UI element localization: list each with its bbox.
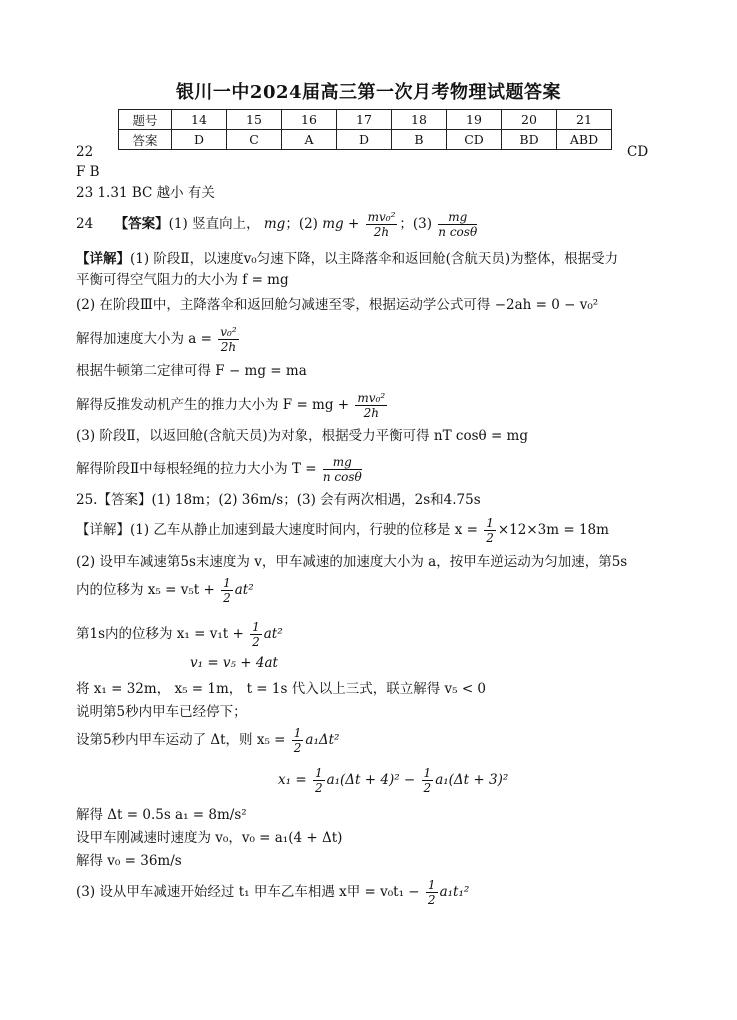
fraction: $\frac{1}{2}$ xyxy=(223,576,231,605)
fraction: $\frac{1}{2}$ xyxy=(293,726,302,755)
q24-ans3: ；(3) xyxy=(399,216,432,232)
table-cell: 17 xyxy=(337,110,392,130)
table-cell: 16 xyxy=(282,110,337,130)
fraction: $\frac{mg}{\text{n cosθ}}$ xyxy=(438,210,478,239)
q22-number: 22 xyxy=(76,144,94,160)
table-row-answers xyxy=(119,130,612,150)
q24-detail-1a: 【详解】(1) 阶段Ⅱ，以速度v₀匀速下降，以主降落伞和返回舱(含航天员)为整体，根据受力 xyxy=(76,251,619,267)
table-cell: 14 xyxy=(172,110,227,130)
q25-answer-line: 25.【答案】(1) 18m；(2) 36m/s；(3) 会有两次相遇，2s和4.75s xyxy=(76,492,481,508)
q25-detail-2j: 设甲车刚减速时速度为 v₀，v₀ = a₁(4 + Δt) xyxy=(76,830,343,846)
table-cell: C xyxy=(227,130,282,150)
page-title: 银川一中2024届高三第一次月考物理试题答案 xyxy=(175,82,562,103)
fraction: $\frac{1}{2}$ xyxy=(314,766,323,795)
q25-detail-2i: 解得 Δt = 0.5s a₁ = 8m/s² xyxy=(76,807,247,823)
q24-detail-1b: 平衡可得空气阻力的大小为 f = mg xyxy=(76,272,289,288)
fraction: $\frac{1}{2}$ xyxy=(423,766,432,795)
answer-table xyxy=(118,109,612,150)
table-header-answer: 答案 xyxy=(119,130,172,150)
q24-detail-3b: 解得阶段Ⅱ中每根轻绳的拉力大小为 T = $\frac{mg}{\text{n cosθ}}$ xyxy=(76,455,362,484)
q25-detail-1: 【详解】(1) 乙车从静止加速到最大速度时间内，行驶的位移是 x = $\frac{1}{2}$ ×12×3m = 18m xyxy=(76,516,609,545)
q25-detail-2e: 将 x₁ = 32m， x₅ = 1m， t = 1s 代入以上三式，联立解得 v₅ < 0 xyxy=(76,681,487,697)
fraction: $\frac{1}{2}$ xyxy=(427,878,436,907)
q25-detail-2h: x₁ = $\frac{1}{2}$ a₁(Δt + 4)² − $\frac{1}{2}$ a₁(Δt + 3)² xyxy=(278,766,509,795)
table-cell: B xyxy=(392,130,447,150)
table-row-questions xyxy=(119,110,612,130)
q24-answer-tag: 【答案】 xyxy=(114,216,169,232)
table-cell: D xyxy=(337,130,392,150)
table-cell: 20 xyxy=(502,110,557,130)
q23-answer: 23 1.31 BC 越小 有关 xyxy=(76,185,215,201)
q25-detail-2b: 内的位移为 x₅ = v₅t + $\frac{1}{2}$ at² xyxy=(76,576,254,605)
table-cell: BD xyxy=(502,130,557,150)
q25-detail-2g: 设第5秒内甲车运动了 Δt，则 x₅ = $\frac{1}{2}$ a₁Δt² xyxy=(76,726,340,755)
q24-number: 24 xyxy=(76,216,94,232)
q24-detail-2d: 解得反推发动机产生的推力大小为 F = mg + $\frac{\text{mv₀²}}{2h}$ xyxy=(76,391,386,420)
table-cell: 21 xyxy=(557,110,612,130)
q24-ans2: ；(2) xyxy=(285,216,318,232)
fraction: $\frac{\text{mv₀²}}{2h}$ xyxy=(357,391,386,420)
q25-detail-3: (3) 设从甲车减速开始经过 t₁ 甲车乙车相遇 x甲 = v₀t₁ − $\frac{1}{2}$ a₁t₁² xyxy=(76,878,470,907)
q22-answer-right: CD xyxy=(627,144,649,160)
fraction: $\frac{1}{2}$ xyxy=(486,516,494,545)
fraction: $\frac{\text{v₀²}}{2h}$ xyxy=(220,325,237,354)
q24-detail-3a: (3) 阶段Ⅱ，以返回舱(含航天员)为对象，根据受力平衡可得 nT cosθ = mg xyxy=(76,428,528,444)
q25-detail-2a: (2) 设甲车减速第5s末速度为 v，甲车减速的加速度大小为 a，按甲车逆运动为匀加速，第5s xyxy=(76,554,628,570)
table-header-question: 题号 xyxy=(119,110,172,130)
q25-detail-2c: 第1s内的位移为 x₁ = v₁t + $\frac{1}{2}$ at² xyxy=(76,620,283,649)
q24-ans2-expr: mg + xyxy=(322,216,360,232)
table-cell: ABD xyxy=(557,130,612,150)
table-cell: 15 xyxy=(227,110,282,130)
q24-detail-2c: 根据牛顿第二定律可得 F − mg = ma xyxy=(76,363,307,379)
fraction: $\frac{\text{mv₀²}}{2h}$ xyxy=(367,210,396,239)
q24-ans1-expr: mg xyxy=(263,216,286,232)
table-cell: 19 xyxy=(447,110,502,130)
q24-detail-2b: 解得加速度大小为 a = $\frac{\text{v₀²}}{2h}$ xyxy=(76,325,237,354)
fraction: $\frac{mg}{\text{n cosθ}}$ xyxy=(322,455,362,484)
q24-ans1: (1) 竖直向上， xyxy=(168,216,260,232)
q25-detail-2k: 解得 v₀ = 36m/s xyxy=(76,853,182,869)
table-cell: CD xyxy=(447,130,502,150)
q24-answer-line xyxy=(76,208,479,240)
q25-detail-2d: v₁ = v₅ + 4at xyxy=(190,655,278,671)
q25-detail-2f: 说明第5秒内甲车已经停下； xyxy=(76,704,247,720)
q22-answer-line2: F B xyxy=(76,164,100,180)
table-cell: A xyxy=(282,130,337,150)
table-cell: D xyxy=(172,130,227,150)
q24-detail-2a: (2) 在阶段Ⅲ中，主降落伞和返回舱匀减速至零，根据运动学公式可得 −2ah = 0 − v₀² xyxy=(76,297,599,313)
table-cell: 18 xyxy=(392,110,447,130)
fraction: $\frac{1}{2}$ xyxy=(252,620,260,649)
